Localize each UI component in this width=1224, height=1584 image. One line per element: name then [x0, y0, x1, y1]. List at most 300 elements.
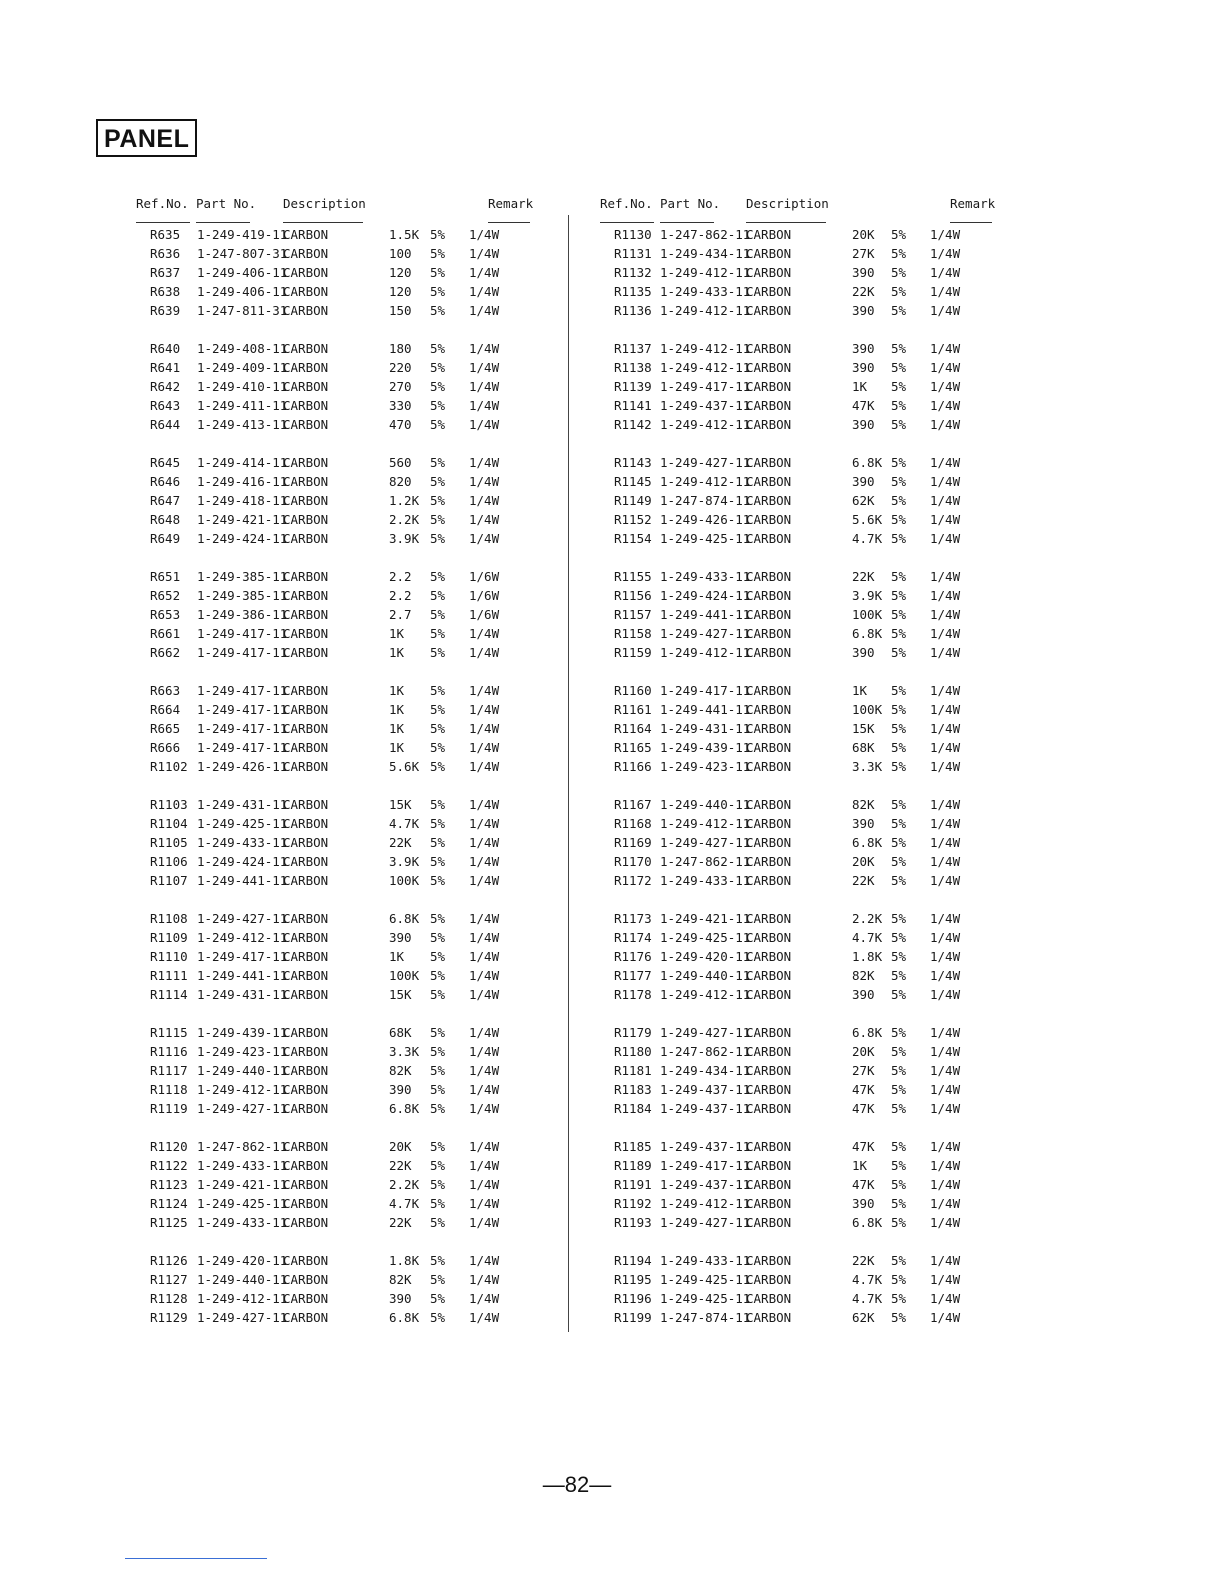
- ref-no: R1152: [614, 512, 652, 527]
- description: CARBON: [746, 1177, 792, 1192]
- part-no: 1-249-437-11: [660, 1101, 751, 1116]
- tolerance: 5%: [891, 1272, 907, 1287]
- tolerance: 5%: [430, 1291, 446, 1306]
- tolerance: 5%: [891, 1044, 907, 1059]
- header-underline: [488, 222, 530, 223]
- part-no: 1-249-431-11: [197, 797, 288, 812]
- part-no: 1-249-433-11: [660, 873, 751, 888]
- column-header: [600, 193, 1000, 225]
- description: CARBON: [283, 1139, 329, 1154]
- header-underline: [746, 222, 826, 223]
- part-no: 1-249-441-11: [660, 607, 751, 622]
- table-row: [600, 624, 1000, 643]
- description: CARBON: [746, 968, 792, 983]
- description: CARBON: [283, 626, 329, 641]
- remark: 1/4W: [469, 968, 500, 983]
- value: 3.3K: [852, 759, 883, 774]
- value: 330: [389, 398, 412, 413]
- ref-no: R1109: [150, 930, 188, 945]
- part-no: 1-249-440-11: [197, 1272, 288, 1287]
- ref-no: R1122: [150, 1158, 188, 1173]
- remark: 1/4W: [469, 949, 500, 964]
- part-no: 1-249-416-11: [197, 474, 288, 489]
- value: 5.6K: [852, 512, 883, 527]
- description: CARBON: [283, 398, 329, 413]
- tolerance: 5%: [430, 1253, 446, 1268]
- value: 15K: [852, 721, 875, 736]
- part-no: 1-249-427-11: [660, 835, 751, 850]
- value: 22K: [852, 873, 875, 888]
- ref-no: R1149: [614, 493, 652, 508]
- tolerance: 5%: [891, 246, 907, 261]
- table-row: [600, 1270, 1000, 1289]
- value: 68K: [389, 1025, 412, 1040]
- table-row: [136, 681, 536, 700]
- table-row: [136, 567, 536, 586]
- tolerance: 5%: [430, 607, 446, 622]
- value: 22K: [389, 1215, 412, 1230]
- part-no: 1-249-412-11: [660, 265, 751, 280]
- remark: 1/4W: [930, 284, 961, 299]
- part-no: 1-249-420-11: [197, 1253, 288, 1268]
- ref-no: R1177: [614, 968, 652, 983]
- ref-no: R1131: [614, 246, 652, 261]
- ref-no: R1127: [150, 1272, 188, 1287]
- remark: 1/4W: [930, 1253, 961, 1268]
- tolerance: 5%: [430, 1310, 446, 1325]
- part-no: 1-249-412-11: [197, 1291, 288, 1306]
- tolerance: 5%: [430, 360, 446, 375]
- remark: 1/4W: [469, 360, 500, 375]
- description: CARBON: [746, 930, 792, 945]
- tolerance: 5%: [891, 1139, 907, 1154]
- description: CARBON: [283, 607, 329, 622]
- description: CARBON: [746, 474, 792, 489]
- description: CARBON: [746, 512, 792, 527]
- part-no: 1-249-419-11: [197, 227, 288, 242]
- ref-no: R1110: [150, 949, 188, 964]
- description: CARBON: [283, 417, 329, 432]
- description: CARBON: [283, 227, 329, 242]
- table-row: [136, 529, 536, 548]
- description: CARBON: [283, 284, 329, 299]
- value: 2.2: [389, 588, 412, 603]
- value: 1.8K: [389, 1253, 420, 1268]
- ref-no: R638: [150, 284, 181, 299]
- description: CARBON: [283, 816, 329, 831]
- part-no: 1-247-862-11: [197, 1139, 288, 1154]
- parts-group: [136, 339, 536, 434]
- ref-no: R1156: [614, 588, 652, 603]
- remark: 1/4W: [930, 1158, 961, 1173]
- ref-no: R1126: [150, 1253, 188, 1268]
- table-row: [600, 1137, 1000, 1156]
- tolerance: 5%: [891, 303, 907, 318]
- ref-no: R643: [150, 398, 181, 413]
- description: CARBON: [283, 1272, 329, 1287]
- parts-group: [136, 1251, 536, 1327]
- value: 1K: [852, 683, 868, 698]
- tolerance: 5%: [430, 1177, 446, 1192]
- description: CARBON: [283, 512, 329, 527]
- ref-no: R1125: [150, 1215, 188, 1230]
- ref-no: R1199: [614, 1310, 652, 1325]
- part-no: 1-249-412-11: [660, 645, 751, 660]
- table-row: [136, 1099, 536, 1118]
- part-no: 1-249-433-11: [660, 284, 751, 299]
- value: 68K: [852, 740, 875, 755]
- description: CARBON: [746, 1310, 792, 1325]
- ref-no: R1138: [614, 360, 652, 375]
- ref-no: R666: [150, 740, 181, 755]
- table-row: [136, 909, 536, 928]
- description: CARBON: [746, 607, 792, 622]
- remark: 1/4W: [930, 1272, 961, 1287]
- remark: 1/4W: [930, 455, 961, 470]
- value: 47K: [852, 398, 875, 413]
- description: CARBON: [746, 398, 792, 413]
- tolerance: 5%: [430, 1044, 446, 1059]
- description: CARBON: [283, 759, 329, 774]
- remark: 1/4W: [469, 626, 500, 641]
- parts-group: [136, 681, 536, 776]
- description: CARBON: [746, 379, 792, 394]
- ref-no: R665: [150, 721, 181, 736]
- tolerance: 5%: [430, 645, 446, 660]
- tolerance: 5%: [430, 493, 446, 508]
- value: 22K: [389, 835, 412, 850]
- value: 1K: [389, 721, 405, 736]
- tolerance: 5%: [430, 949, 446, 964]
- ref-no: R1119: [150, 1101, 188, 1116]
- ref-no: R639: [150, 303, 181, 318]
- remark: 1/4W: [469, 759, 500, 774]
- tolerance: 5%: [430, 911, 446, 926]
- remark: 1/4W: [930, 873, 961, 888]
- value: 20K: [852, 227, 875, 242]
- table-row: [136, 377, 536, 396]
- value: 20K: [852, 1044, 875, 1059]
- description: CARBON: [746, 911, 792, 926]
- value: 6.8K: [852, 626, 883, 641]
- remark: 1/4W: [930, 417, 961, 432]
- table-row: [136, 928, 536, 947]
- tolerance: 5%: [430, 1082, 446, 1097]
- part-no: 1-249-440-11: [660, 797, 751, 812]
- value: 220: [389, 360, 412, 375]
- remark: 1/4W: [930, 1291, 961, 1306]
- value: 22K: [852, 1253, 875, 1268]
- part-no: 1-249-421-11: [197, 1177, 288, 1192]
- ref-no: R1159: [614, 645, 652, 660]
- value: 390: [852, 816, 875, 831]
- remark: 1/4W: [930, 949, 961, 964]
- part-no: 1-249-417-11: [197, 740, 288, 755]
- table-row: [136, 586, 536, 605]
- ref-no: R1114: [150, 987, 188, 1002]
- value: 390: [852, 265, 875, 280]
- part-no: 1-249-417-11: [197, 702, 288, 717]
- ref-no: R646: [150, 474, 181, 489]
- ref-no: R1189: [614, 1158, 652, 1173]
- part-no: 1-249-412-11: [660, 816, 751, 831]
- value: 390: [852, 360, 875, 375]
- ref-no: R1181: [614, 1063, 652, 1078]
- ref-no: R1196: [614, 1291, 652, 1306]
- tolerance: 5%: [430, 1101, 446, 1116]
- tolerance: 5%: [430, 227, 446, 242]
- tolerance: 5%: [430, 683, 446, 698]
- part-no: 1-249-417-11: [197, 949, 288, 964]
- remark: 1/4W: [930, 1196, 961, 1211]
- description: CARBON: [746, 645, 792, 660]
- description: CARBON: [283, 987, 329, 1002]
- ref-no: R1194: [614, 1253, 652, 1268]
- part-no: 1-249-433-11: [197, 1215, 288, 1230]
- description: CARBON: [746, 949, 792, 964]
- tolerance: 5%: [430, 531, 446, 546]
- remark: 1/4W: [469, 531, 500, 546]
- header-ref-no: Ref.No.: [600, 196, 653, 211]
- remark: 1/4W: [469, 303, 500, 318]
- part-no: 1-249-409-11: [197, 360, 288, 375]
- header-part-no: Part No.: [660, 196, 721, 211]
- description: CARBON: [283, 360, 329, 375]
- ref-no: R1107: [150, 873, 188, 888]
- part-no: 1-249-423-11: [660, 759, 751, 774]
- tolerance: 5%: [891, 835, 907, 850]
- parts-group: [600, 909, 1000, 1004]
- remark: 1/4W: [930, 835, 961, 850]
- part-no: 1-249-424-11: [197, 854, 288, 869]
- table-row: [136, 1042, 536, 1061]
- description: CARBON: [283, 1215, 329, 1230]
- ref-no: R661: [150, 626, 181, 641]
- table-row: [136, 719, 536, 738]
- ref-no: R645: [150, 455, 181, 470]
- value: 390: [852, 474, 875, 489]
- parts-group: [600, 681, 1000, 776]
- part-no: 1-249-424-11: [660, 588, 751, 603]
- part-no: 1-249-417-11: [660, 683, 751, 698]
- tolerance: 5%: [430, 246, 446, 261]
- ref-no: R1166: [614, 759, 652, 774]
- value: 120: [389, 265, 412, 280]
- value: 1.8K: [852, 949, 883, 964]
- table-row: [600, 757, 1000, 776]
- table-row: [600, 453, 1000, 472]
- remark: 1/4W: [930, 398, 961, 413]
- description: CARBON: [746, 759, 792, 774]
- ref-no: R1106: [150, 854, 188, 869]
- description: CARBON: [746, 341, 792, 356]
- remark: 1/4W: [930, 569, 961, 584]
- description: CARBON: [283, 1291, 329, 1306]
- part-no: 1-249-437-11: [660, 398, 751, 413]
- remark: 1/4W: [930, 607, 961, 622]
- description: CARBON: [283, 493, 329, 508]
- part-no: 1-249-439-11: [197, 1025, 288, 1040]
- value: 180: [389, 341, 412, 356]
- part-no: 1-249-427-11: [660, 1025, 751, 1040]
- table-row: [600, 263, 1000, 282]
- remark: 1/4W: [469, 246, 500, 261]
- remark: 1/6W: [469, 588, 500, 603]
- part-no: 1-249-426-11: [197, 759, 288, 774]
- value: 22K: [852, 284, 875, 299]
- tolerance: 5%: [430, 1272, 446, 1287]
- value: 6.8K: [852, 835, 883, 850]
- table-row: [136, 453, 536, 472]
- ref-no: R1132: [614, 265, 652, 280]
- tolerance: 5%: [430, 569, 446, 584]
- description: CARBON: [283, 797, 329, 812]
- table-row: [136, 510, 536, 529]
- part-no: 1-249-427-11: [660, 455, 751, 470]
- value: 6.8K: [852, 1025, 883, 1040]
- tolerance: 5%: [891, 607, 907, 622]
- part-no: 1-247-874-11: [660, 1310, 751, 1325]
- part-no: 1-249-417-11: [660, 1158, 751, 1173]
- value: 3.9K: [852, 588, 883, 603]
- remark: 1/4W: [930, 816, 961, 831]
- ref-no: R1141: [614, 398, 652, 413]
- tolerance: 5%: [891, 455, 907, 470]
- ref-no: R1167: [614, 797, 652, 812]
- value: 2.2K: [389, 1177, 420, 1192]
- tolerance: 5%: [430, 398, 446, 413]
- remark: 1/4W: [469, 873, 500, 888]
- part-no: 1-249-385-11: [197, 588, 288, 603]
- remark: 1/4W: [469, 835, 500, 850]
- value: 4.7K: [389, 816, 420, 831]
- table-row: [600, 605, 1000, 624]
- table-row: [600, 301, 1000, 320]
- tolerance: 5%: [430, 1215, 446, 1230]
- ref-no: R1143: [614, 455, 652, 470]
- page-number: —82—: [542, 1472, 612, 1497]
- header-underline: [950, 222, 992, 223]
- part-no: 1-249-427-11: [197, 1310, 288, 1325]
- tolerance: 5%: [430, 303, 446, 318]
- tolerance: 5%: [891, 512, 907, 527]
- description: CARBON: [746, 1063, 792, 1078]
- part-no: 1-249-386-11: [197, 607, 288, 622]
- ref-no: R1105: [150, 835, 188, 850]
- remark: 1/4W: [469, 265, 500, 280]
- part-no: 1-249-425-11: [197, 1196, 288, 1211]
- remark: 1/4W: [930, 626, 961, 641]
- value: 2.7: [389, 607, 412, 622]
- description: CARBON: [283, 854, 329, 869]
- tolerance: 5%: [891, 417, 907, 432]
- description: CARBON: [283, 455, 329, 470]
- description: CARBON: [283, 1101, 329, 1116]
- value: 82K: [852, 797, 875, 812]
- table-row: [600, 358, 1000, 377]
- table-row: [600, 586, 1000, 605]
- description: CARBON: [283, 740, 329, 755]
- tolerance: 5%: [891, 816, 907, 831]
- table-row: [136, 491, 536, 510]
- part-no: 1-249-417-11: [197, 721, 288, 736]
- value: 4.7K: [852, 1291, 883, 1306]
- table-row: [136, 852, 536, 871]
- remark: 1/4W: [469, 512, 500, 527]
- ref-no: R1185: [614, 1139, 652, 1154]
- part-no: 1-249-427-11: [197, 911, 288, 926]
- ref-no: R1180: [614, 1044, 652, 1059]
- ref-no: R663: [150, 683, 181, 698]
- parts-group: [136, 1137, 536, 1232]
- table-row: [136, 1213, 536, 1232]
- part-no: 1-249-418-11: [197, 493, 288, 508]
- tolerance: 5%: [891, 702, 907, 717]
- remark: 1/4W: [930, 1063, 961, 1078]
- ref-no: R1118: [150, 1082, 188, 1097]
- tolerance: 5%: [430, 1158, 446, 1173]
- ref-no: R1130: [614, 227, 652, 242]
- ref-no: R664: [150, 702, 181, 717]
- table-row: [600, 1023, 1000, 1042]
- part-no: 1-247-874-11: [660, 493, 751, 508]
- table-row: [136, 1251, 536, 1270]
- header-remark: Remark: [950, 196, 996, 211]
- tolerance: 5%: [891, 683, 907, 698]
- remark: 1/4W: [930, 759, 961, 774]
- tolerance: 5%: [430, 968, 446, 983]
- part-no: 1-249-412-11: [660, 1196, 751, 1211]
- tolerance: 5%: [891, 797, 907, 812]
- description: CARBON: [283, 930, 329, 945]
- ref-no: R652: [150, 588, 181, 603]
- table-row: [136, 1061, 536, 1080]
- table-row: [600, 1099, 1000, 1118]
- table-row: [600, 719, 1000, 738]
- remark: 1/4W: [469, 702, 500, 717]
- table-row: [136, 1156, 536, 1175]
- table-row: [136, 871, 536, 890]
- part-no: 1-249-431-11: [197, 987, 288, 1002]
- table-row: [136, 1270, 536, 1289]
- table-row: [136, 358, 536, 377]
- remark: 1/4W: [469, 1158, 500, 1173]
- table-row: [600, 1175, 1000, 1194]
- remark: 1/4W: [469, 1082, 500, 1097]
- part-no: 1-249-434-11: [660, 1063, 751, 1078]
- table-row: [136, 985, 536, 1004]
- description: CARBON: [746, 740, 792, 755]
- part-no: 1-249-431-11: [660, 721, 751, 736]
- part-no: 1-249-434-11: [660, 246, 751, 261]
- header-underline: [136, 222, 190, 223]
- value: 100K: [852, 702, 883, 717]
- footer-rule: [125, 1558, 267, 1559]
- header-remark: Remark: [488, 196, 534, 211]
- table-row: [136, 472, 536, 491]
- value: 62K: [852, 1310, 875, 1325]
- parts-group: [600, 453, 1000, 548]
- table-row: [136, 814, 536, 833]
- tolerance: 5%: [430, 873, 446, 888]
- value: 390: [852, 1196, 875, 1211]
- part-no: 1-247-811-31: [197, 303, 288, 318]
- description: CARBON: [283, 1253, 329, 1268]
- tolerance: 5%: [430, 284, 446, 299]
- part-no: 1-249-417-11: [197, 683, 288, 698]
- part-no: 1-249-441-11: [197, 873, 288, 888]
- ref-no: R1139: [614, 379, 652, 394]
